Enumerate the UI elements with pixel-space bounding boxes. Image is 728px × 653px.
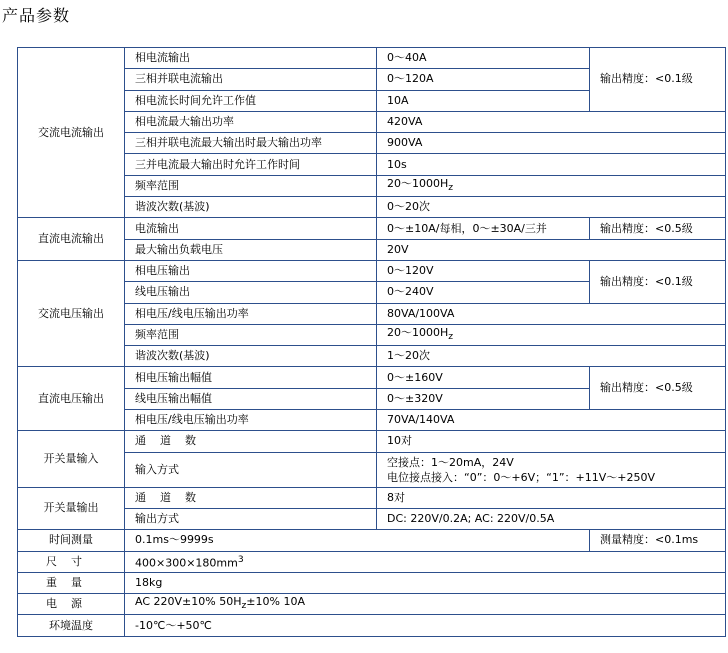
param-name: 线电压输出幅值 — [125, 388, 377, 409]
table-row — [18, 260, 726, 281]
param-value: 10s — [377, 154, 726, 175]
param-name: 最大输出负载电压 — [125, 239, 377, 260]
page-title: 产品参数 — [2, 6, 71, 25]
param-name: 相电压输出 — [125, 260, 377, 281]
category-weight: 重量 — [18, 572, 125, 593]
table-row — [18, 154, 726, 175]
param-name: 频率范围 — [125, 175, 377, 196]
param-value: 8对 — [377, 487, 726, 508]
param-value: 0～±160V — [377, 367, 590, 388]
param-name: 输入方式 — [125, 452, 377, 487]
param-name: 相电压/线电压输出功率 — [125, 303, 377, 324]
param-name: 通道数 — [125, 431, 377, 452]
table-row — [18, 551, 726, 572]
param-name: 三并电流最大输出时允许工作时间 — [125, 154, 377, 175]
table-row — [18, 133, 726, 154]
table-row — [18, 324, 726, 345]
table-row — [18, 197, 726, 218]
table-row — [18, 410, 726, 431]
spec-table — [17, 47, 726, 637]
param-name: 相电压/线电压输出功率 — [125, 410, 377, 431]
param-value: 420VA — [377, 111, 726, 132]
table-row — [18, 303, 726, 324]
param-value: 0～40A — [377, 48, 590, 69]
table-row — [18, 239, 726, 260]
param-value: 0～±320V — [377, 388, 590, 409]
table-row — [18, 452, 726, 487]
param-name: 谐波次数(基波) — [125, 197, 377, 218]
param-value: $20\sim 1000H_z$ — [377, 324, 726, 345]
table-row — [18, 572, 726, 593]
category-dc-current: 直流电流输出 — [18, 218, 125, 261]
category-ac-current: 交流电流输出 — [18, 48, 125, 218]
param-value: AC 220V±10% $50H_z\pm 10\%$ 10A — [125, 594, 726, 615]
param-name: 谐波次数(基波) — [125, 346, 377, 367]
table-row — [18, 346, 726, 367]
table-row — [18, 530, 726, 551]
param-value: 0.1ms～9999s — [125, 530, 590, 551]
accuracy-note: 输出精度：<0.1级 — [590, 260, 726, 303]
param-value: 80VA/100VA — [377, 303, 726, 324]
param-name: 相电压输出幅值 — [125, 367, 377, 388]
accuracy-note: 输出精度：<0.5级 — [590, 367, 726, 410]
category-dc-voltage: 直流电压输出 — [18, 367, 125, 431]
param-value: 0～120V — [377, 260, 590, 281]
param-name: 三相并联电流输出 — [125, 69, 377, 90]
param-value: -10℃～+50℃ — [125, 615, 726, 636]
param-value: 900VA — [377, 133, 726, 154]
table-row — [18, 487, 726, 508]
category-size: 尺寸 — [18, 551, 125, 572]
param-name: 电流输出 — [125, 218, 377, 239]
table-row — [18, 367, 726, 388]
table-row — [18, 111, 726, 132]
param-value: 20V — [377, 239, 726, 260]
param-name: 频率范围 — [125, 324, 377, 345]
param-value: 0～±10A/每相，0～±30A/三并 — [377, 218, 590, 239]
param-name: 相电流长时间允许工作值 — [125, 90, 377, 111]
table-row — [18, 48, 726, 69]
category-switch-input: 开关量输入 — [18, 431, 125, 487]
table-row — [18, 615, 726, 636]
param-value: 1～20次 — [377, 346, 726, 367]
param-value: 0～240V — [377, 282, 590, 303]
accuracy-note: 输出精度：<0.1级 — [590, 48, 726, 112]
accuracy-note: 测量精度：<0.1ms — [590, 530, 726, 551]
param-value: 0～20次 — [377, 197, 726, 218]
param-value: 18kg — [125, 572, 726, 593]
category-time-measure: 时间测量 — [18, 530, 125, 551]
param-name: 相电流最大输出功率 — [125, 111, 377, 132]
param-value: 空接点：1～20mA，24V 电位接点接入：“0”：0～+6V；“1”：+11V～+250V — [377, 452, 726, 487]
param-value: 10对 — [377, 431, 726, 452]
category-power: 电源 — [18, 594, 125, 615]
table-row — [18, 431, 726, 452]
category-environment: 环境温度 — [18, 615, 125, 636]
param-name: 线电压输出 — [125, 282, 377, 303]
param-name: 相电流输出 — [125, 48, 377, 69]
param-value: 10A — [377, 90, 590, 111]
param-value: $400\times 300\times 180mm^3$ — [125, 551, 726, 572]
table-row — [18, 508, 726, 529]
category-switch-output: 开关量输出 — [18, 487, 125, 530]
param-value: 70VA/140VA — [377, 410, 726, 431]
param-name: 三相并联电流最大输出时最大输出功率 — [125, 133, 377, 154]
accuracy-note: 输出精度：<0.5级 — [590, 218, 726, 239]
param-name: 输出方式 — [125, 508, 377, 529]
table-row — [18, 175, 726, 196]
param-name: 通道数 — [125, 487, 377, 508]
table-row — [18, 594, 726, 615]
param-value: 0～120A — [377, 69, 590, 90]
param-value: $20\sim 1000H_z$ — [377, 175, 726, 196]
table-row — [18, 218, 726, 239]
param-value: DC: 220V/0.2A; AC: 220V/0.5A — [377, 508, 726, 529]
category-ac-voltage: 交流电压输出 — [18, 260, 125, 366]
